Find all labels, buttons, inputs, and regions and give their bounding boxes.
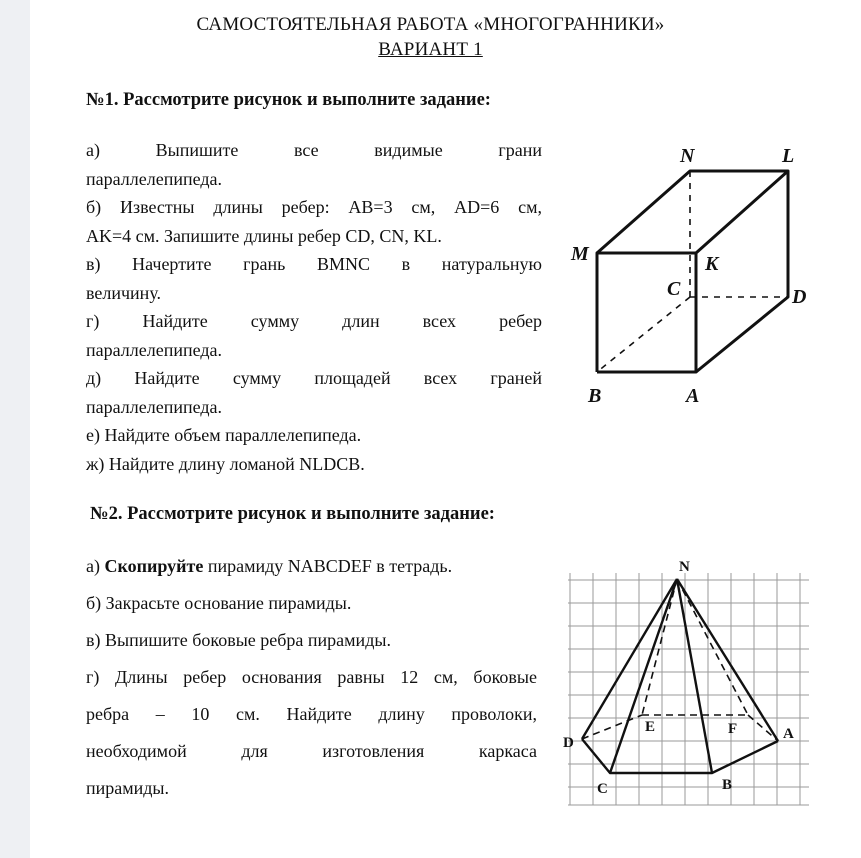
- task2-heading: №2. Рассмотрите рисунок и выполните задание:: [90, 504, 495, 524]
- document-title: САМОСТОЯТЕЛЬНАЯ РАБОТА «МНОГОГРАННИКИ»: [196, 14, 665, 35]
- task1-line: ж) Найдите длину ломаной NLDCB.: [86, 453, 365, 474]
- edge-top-face: [597, 171, 788, 253]
- task1-line: в) Начертите грань BMNC в натуральную: [86, 254, 542, 274]
- vertex-label-A: A: [686, 385, 700, 407]
- vertex-label-E: E: [645, 719, 656, 735]
- vertex-label-F: F: [728, 721, 738, 737]
- task1-line: величину.: [86, 282, 162, 303]
- task2-line: б) Закрасьте основание пирамиды.: [86, 593, 352, 613]
- task1-heading: №1. Рассмотрите рисунок и выполните задание:: [86, 90, 491, 110]
- task1-line: параллелепипеда.: [86, 396, 222, 417]
- vertex-label-D: D: [792, 286, 807, 308]
- task1-line: г) Найдите сумму длин всех ребер: [86, 311, 542, 331]
- variant-label: ВАРИАНТ 1: [378, 39, 483, 60]
- task2-line: пирамиды.: [86, 778, 170, 798]
- task2-line-a-bold: Скопируйте: [104, 556, 204, 576]
- task1-text: [86, 136, 542, 478]
- task1-line: AK=4 см. Запишите длины ребер CD, CN, KL.: [86, 225, 442, 246]
- vertex-label-N: N: [680, 145, 695, 167]
- grid-paper: [568, 573, 809, 805]
- task2-text: [86, 548, 537, 807]
- hidden-base-DE: [582, 715, 642, 739]
- task2-line-a-prefix: а): [86, 556, 105, 576]
- task2-line: необходимой для изготовления каркаса: [86, 741, 537, 761]
- vertex-label-A: A: [783, 726, 794, 742]
- task1-line: параллелепипеда.: [86, 339, 222, 360]
- task1-line: параллелепипеда.: [86, 168, 222, 189]
- left-margin-strip: [0, 0, 30, 858]
- task1-line: а) Выпишите все видимые грани: [86, 140, 542, 160]
- task2-line: в) Выпишите боковые ребра пирамиды.: [86, 630, 391, 650]
- edge-front-face: [597, 253, 696, 372]
- pyramid-figure: [562, 555, 822, 815]
- task2-line: г) Длины ребер основания равны 12 см, боковые: [86, 667, 537, 687]
- vertex-label-D: D: [563, 735, 574, 751]
- vertex-label-L: L: [782, 145, 795, 167]
- task2-line-a: [86, 548, 537, 585]
- vertex-label-K: K: [705, 253, 719, 275]
- task1-line: д) Найдите сумму площадей всех граней: [86, 368, 542, 388]
- task2-line: ребра – 10 см. Найдите длину проволоки,: [86, 704, 537, 724]
- vertex-label-N: N: [679, 559, 690, 575]
- task2-line-a-rest: пирамиду NABCDEF в тетрадь.: [203, 556, 453, 576]
- hidden-edge-CB: [597, 297, 690, 372]
- vertex-label-M: M: [571, 243, 589, 265]
- parallelepiped-figure: [560, 140, 820, 410]
- vertex-label-C: C: [597, 781, 608, 797]
- vertex-label-C: C: [667, 278, 681, 300]
- task1-line: е) Найдите объем параллелепипеда.: [86, 425, 362, 445]
- task1-line: б) Известны длины ребер: AB=3 см, AD=6 см,: [86, 197, 542, 217]
- vertex-label-B: B: [588, 385, 602, 407]
- vertex-label-B: B: [722, 777, 733, 793]
